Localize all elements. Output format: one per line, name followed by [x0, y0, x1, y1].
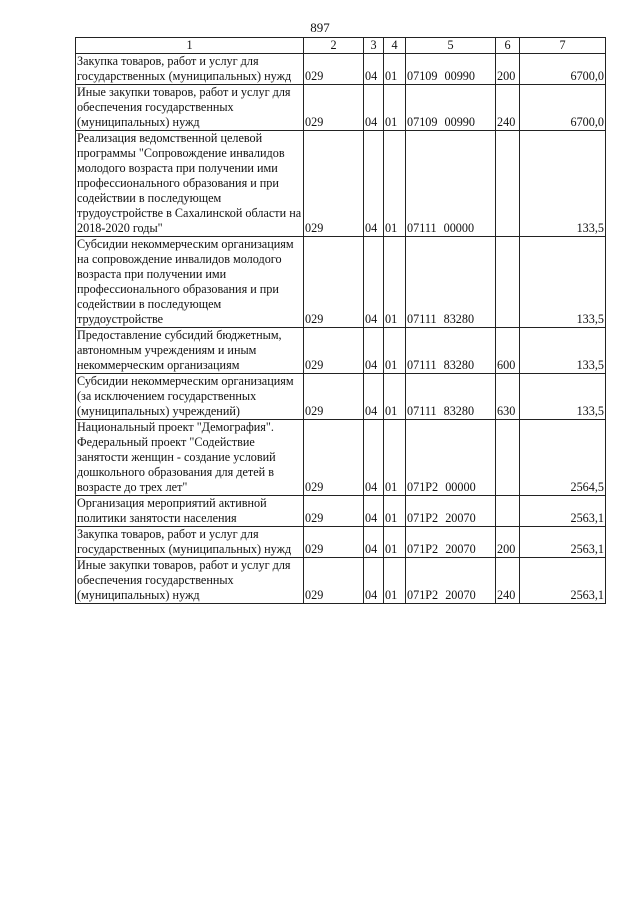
page-number: 897 — [310, 20, 330, 35]
table-row — [76, 496, 606, 527]
row-section: 04 — [364, 237, 384, 328]
row-amount: 133,5 — [520, 237, 606, 328]
table-header — [76, 38, 606, 54]
row-code-ministry: 029 — [304, 328, 364, 374]
row-section: 04 — [364, 527, 384, 558]
row-name: Закупка товаров, работ и услуг для государственных (муниципальных) нужд — [76, 527, 304, 558]
row-section: 04 — [364, 54, 384, 85]
row-code-ministry: 029 — [304, 85, 364, 131]
row-target-article: 07111 83280 — [406, 328, 496, 374]
row-subsection: 01 — [384, 527, 406, 558]
header-col-2: 2 — [304, 38, 364, 54]
row-subsection: 01 — [384, 237, 406, 328]
row-section: 04 — [364, 85, 384, 131]
row-amount: 6700,0 — [520, 85, 606, 131]
row-subsection: 01 — [384, 496, 406, 527]
table-row — [76, 131, 606, 237]
row-amount: 133,5 — [520, 374, 606, 420]
row-code-ministry: 029 — [304, 558, 364, 604]
row-amount: 2563,1 — [520, 527, 606, 558]
header-col-5: 5 — [406, 38, 496, 54]
row-target-article: 071P2 20070 — [406, 496, 496, 527]
header-col-7: 7 — [520, 38, 606, 54]
row-subsection: 01 — [384, 558, 406, 604]
row-section: 04 — [364, 496, 384, 527]
header-col-1: 1 — [76, 38, 304, 54]
row-target-article: 07111 00000 — [406, 131, 496, 237]
header-col-4: 4 — [384, 38, 406, 54]
row-amount: 133,5 — [520, 328, 606, 374]
row-name: Национальный проект "Демография". Федеральный проект "Содействие занятости женщин - создание условий дошкольного образования для детей в возрасте до трех лет" — [76, 420, 304, 496]
table-row — [76, 558, 606, 604]
row-target-article: 07109 00990 — [406, 85, 496, 131]
row-target-article: 07111 83280 — [406, 237, 496, 328]
row-subsection: 01 — [384, 420, 406, 496]
table-row — [76, 420, 606, 496]
row-amount: 2563,1 — [520, 496, 606, 527]
row-section: 04 — [364, 374, 384, 420]
row-target-article: 071P2 00000 — [406, 420, 496, 496]
row-name: Субсидии некоммерческим организациям (за исключением государственных (муниципальных) учреждений) — [76, 374, 304, 420]
row-name: Организация мероприятий активной политики занятости населения — [76, 496, 304, 527]
row-section: 04 — [364, 131, 384, 237]
row-target-article: 071P2 20070 — [406, 558, 496, 604]
row-subsection: 01 — [384, 131, 406, 237]
row-subsection: 01 — [384, 85, 406, 131]
row-expense-type — [496, 131, 520, 237]
row-expense-type: 600 — [496, 328, 520, 374]
budget-table-container — [75, 37, 605, 604]
row-target-article: 071P2 20070 — [406, 527, 496, 558]
row-name: Закупка товаров, работ и услуг для государственных (муниципальных) нужд — [76, 54, 304, 85]
row-code-ministry: 029 — [304, 420, 364, 496]
table-row — [76, 85, 606, 131]
table-row — [76, 54, 606, 85]
header-col-6: 6 — [496, 38, 520, 54]
row-expense-type: 240 — [496, 85, 520, 131]
row-expense-type — [496, 496, 520, 527]
row-name: Предоставление субсидий бюджетным, автономным учреждениям и иным некоммерческим организациям — [76, 328, 304, 374]
row-code-ministry: 029 — [304, 527, 364, 558]
table-row — [76, 527, 606, 558]
header-col-3: 3 — [364, 38, 384, 54]
budget-table — [75, 37, 606, 604]
row-section: 04 — [364, 420, 384, 496]
row-section: 04 — [364, 328, 384, 374]
row-expense-type: 200 — [496, 54, 520, 85]
row-expense-type: 630 — [496, 374, 520, 420]
row-name: Реализация ведомственной целевой программы "Сопровождение инвалидов молодого возраста при получении ими профессионального образования и при содействии в последующем трудоустройстве в Сахалинской области на 2018-2020 годы" — [76, 131, 304, 237]
row-amount: 133,5 — [520, 131, 606, 237]
row-target-article: 07111 83280 — [406, 374, 496, 420]
row-code-ministry: 029 — [304, 496, 364, 527]
table-body — [76, 54, 606, 604]
row-expense-type: 240 — [496, 558, 520, 604]
row-code-ministry: 029 — [304, 54, 364, 85]
table-row — [76, 237, 606, 328]
row-expense-type — [496, 237, 520, 328]
table-row — [76, 374, 606, 420]
row-section: 04 — [364, 558, 384, 604]
row-amount: 6700,0 — [520, 54, 606, 85]
row-expense-type — [496, 420, 520, 496]
row-subsection: 01 — [384, 374, 406, 420]
header-row — [76, 38, 606, 54]
row-name: Иные закупки товаров, работ и услуг для обеспечения государственных (муниципальных) нужд — [76, 85, 304, 131]
row-code-ministry: 029 — [304, 237, 364, 328]
row-target-article: 07109 00990 — [406, 54, 496, 85]
row-subsection: 01 — [384, 328, 406, 374]
table-row — [76, 328, 606, 374]
row-amount: 2563,1 — [520, 558, 606, 604]
row-subsection: 01 — [384, 54, 406, 85]
row-name: Иные закупки товаров, работ и услуг для обеспечения государственных (муниципальных) нужд — [76, 558, 304, 604]
row-amount: 2564,5 — [520, 420, 606, 496]
row-code-ministry: 029 — [304, 374, 364, 420]
row-code-ministry: 029 — [304, 131, 364, 237]
row-expense-type: 200 — [496, 527, 520, 558]
row-name: Субсидии некоммерческим организациям на сопровождение инвалидов молодого возраста при получении ими профессионального образования и при содействии в последующем трудоустройстве — [76, 237, 304, 328]
